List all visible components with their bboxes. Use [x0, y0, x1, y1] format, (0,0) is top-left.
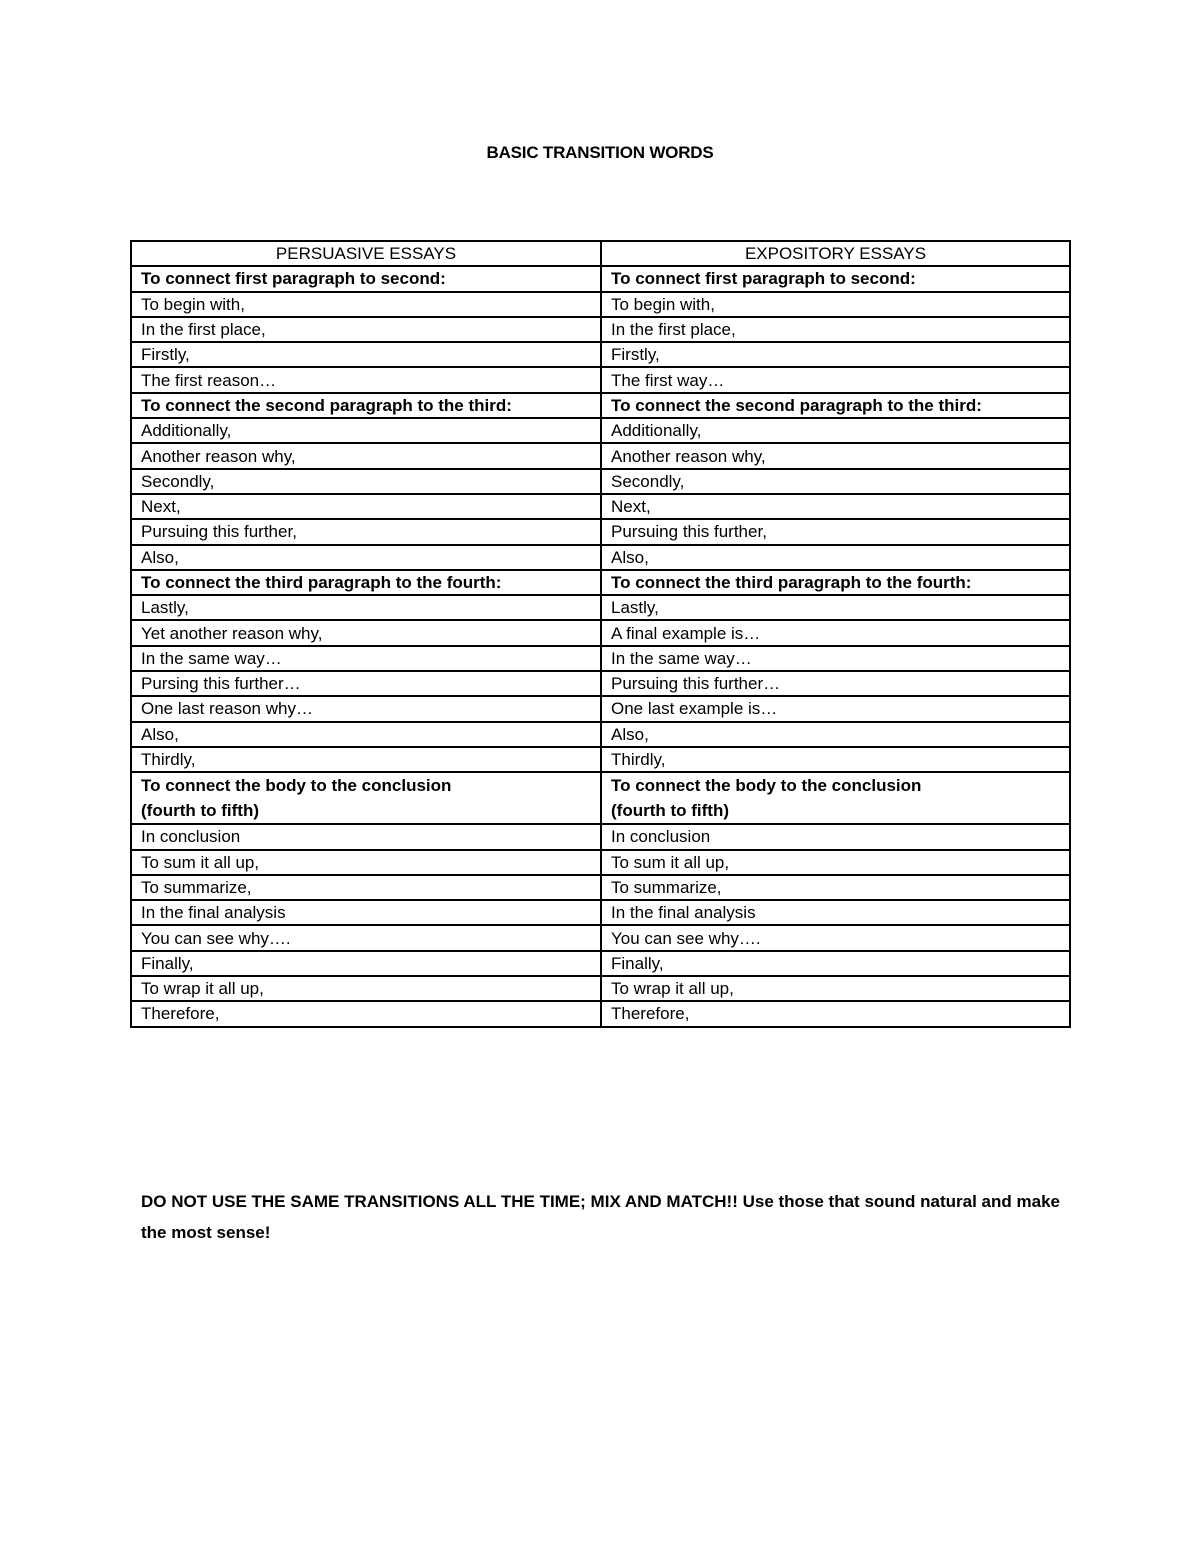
expository-cell: Also,: [601, 545, 1070, 570]
expository-cell: Also,: [601, 722, 1070, 747]
expository-cell: To connect the second paragraph to the third:: [601, 393, 1070, 418]
table-row: [131, 722, 1070, 747]
table-row: [131, 850, 1070, 875]
persuasive-cell: In the final analysis: [131, 900, 601, 925]
table-row: [131, 494, 1070, 519]
persuasive-cell: To connect the third paragraph to the fourth:: [131, 570, 601, 595]
persuasive-cell: Secondly,: [131, 469, 601, 494]
persuasive-cell: Finally,: [131, 951, 601, 976]
expository-cell: One last example is…: [601, 696, 1070, 721]
persuasive-cell: To summarize,: [131, 875, 601, 900]
expository-cell: In the first place,: [601, 317, 1070, 342]
section-heading-row: [131, 266, 1070, 291]
expository-cell: In the final analysis: [601, 900, 1070, 925]
expository-cell: Another reason why,: [601, 443, 1070, 468]
persuasive-cell: Pursuing this further,: [131, 519, 601, 544]
table-row: [131, 976, 1070, 1001]
persuasive-cell: Also,: [131, 722, 601, 747]
expository-cell: Firstly,: [601, 342, 1070, 367]
table-header-row: [131, 241, 1070, 266]
table-row: [131, 519, 1070, 544]
table-row: [131, 342, 1070, 367]
persuasive-cell: To connect the body to the conclusion (fourth to fifth): [131, 772, 601, 824]
table-row: [131, 671, 1070, 696]
expository-cell: Next,: [601, 494, 1070, 519]
persuasive-cell: Lastly,: [131, 595, 601, 620]
table-row: [131, 443, 1070, 468]
table-row: [131, 696, 1070, 721]
persuasive-cell: To connect first paragraph to second:: [131, 266, 601, 291]
table-row: [131, 900, 1070, 925]
table-row: [131, 418, 1070, 443]
expository-cell: A final example is…: [601, 620, 1070, 645]
persuasive-cell: To sum it all up,: [131, 850, 601, 875]
expository-cell: Finally,: [601, 951, 1070, 976]
table-row: [131, 545, 1070, 570]
persuasive-cell: Therefore,: [131, 1001, 601, 1026]
table-row: [131, 367, 1070, 392]
table-row: [131, 292, 1070, 317]
table-row: [131, 925, 1070, 950]
persuasive-cell: Additionally,: [131, 418, 601, 443]
page-title: BASIC TRANSITION WORDS: [486, 143, 714, 162]
persuasive-cell: Next,: [131, 494, 601, 519]
table-row: [131, 951, 1070, 976]
footer-note: DO NOT USE THE SAME TRANSITIONS ALL THE TIME; MIX AND MATCH!! Use those that sound natural and make the most sense!: [141, 1192, 1060, 1242]
table-row: [131, 595, 1070, 620]
expository-cell: Pursuing this further…: [601, 671, 1070, 696]
expository-cell: To wrap it all up,: [601, 976, 1070, 1001]
table-row: [131, 620, 1070, 645]
table-row: [131, 747, 1070, 772]
expository-cell: To connect the body to the conclusion (fourth to fifth): [601, 772, 1070, 824]
table-row: [131, 469, 1070, 494]
expository-cell: Secondly,: [601, 469, 1070, 494]
persuasive-cell: In the same way…: [131, 646, 601, 671]
header-expository: EXPOSITORY ESSAYS: [601, 241, 1070, 266]
expository-cell: The first way…: [601, 367, 1070, 392]
expository-cell: To connect the third paragraph to the fourth:: [601, 570, 1070, 595]
table-row: [131, 646, 1070, 671]
expository-cell: Thirdly,: [601, 747, 1070, 772]
persuasive-cell: To wrap it all up,: [131, 976, 601, 1001]
table-row: [131, 875, 1070, 900]
expository-cell: Additionally,: [601, 418, 1070, 443]
expository-cell: Therefore,: [601, 1001, 1070, 1026]
table-row: [131, 317, 1070, 342]
expository-cell: To summarize,: [601, 875, 1070, 900]
header-persuasive: PERSUASIVE ESSAYS: [131, 241, 601, 266]
expository-cell: To connect first paragraph to second:: [601, 266, 1070, 291]
section-heading-row: [131, 570, 1070, 595]
expository-cell: To begin with,: [601, 292, 1070, 317]
expository-cell: You can see why….: [601, 925, 1070, 950]
persuasive-cell: The first reason…: [131, 367, 601, 392]
persuasive-cell: You can see why….: [131, 925, 601, 950]
section-heading-row: [131, 393, 1070, 418]
table-row: [131, 824, 1070, 849]
persuasive-cell: Also,: [131, 545, 601, 570]
persuasive-cell: Thirdly,: [131, 747, 601, 772]
persuasive-cell: Yet another reason why,: [131, 620, 601, 645]
persuasive-cell: To connect the second paragraph to the third:: [131, 393, 601, 418]
expository-cell: Pursuing this further,: [601, 519, 1070, 544]
table-row: [131, 1001, 1070, 1026]
persuasive-cell: One last reason why…: [131, 696, 601, 721]
expository-cell: To sum it all up,: [601, 850, 1070, 875]
persuasive-cell: To begin with,: [131, 292, 601, 317]
persuasive-cell: Firstly,: [131, 342, 601, 367]
persuasive-cell: Pursing this further…: [131, 671, 601, 696]
table-body: [131, 241, 1070, 1027]
expository-cell: In conclusion: [601, 824, 1070, 849]
expository-cell: In the same way…: [601, 646, 1070, 671]
section-heading-row: [131, 772, 1070, 824]
transition-words-table: [130, 240, 1071, 1028]
persuasive-cell: In conclusion: [131, 824, 601, 849]
expository-cell: Lastly,: [601, 595, 1070, 620]
persuasive-cell: In the first place,: [131, 317, 601, 342]
persuasive-cell: Another reason why,: [131, 443, 601, 468]
